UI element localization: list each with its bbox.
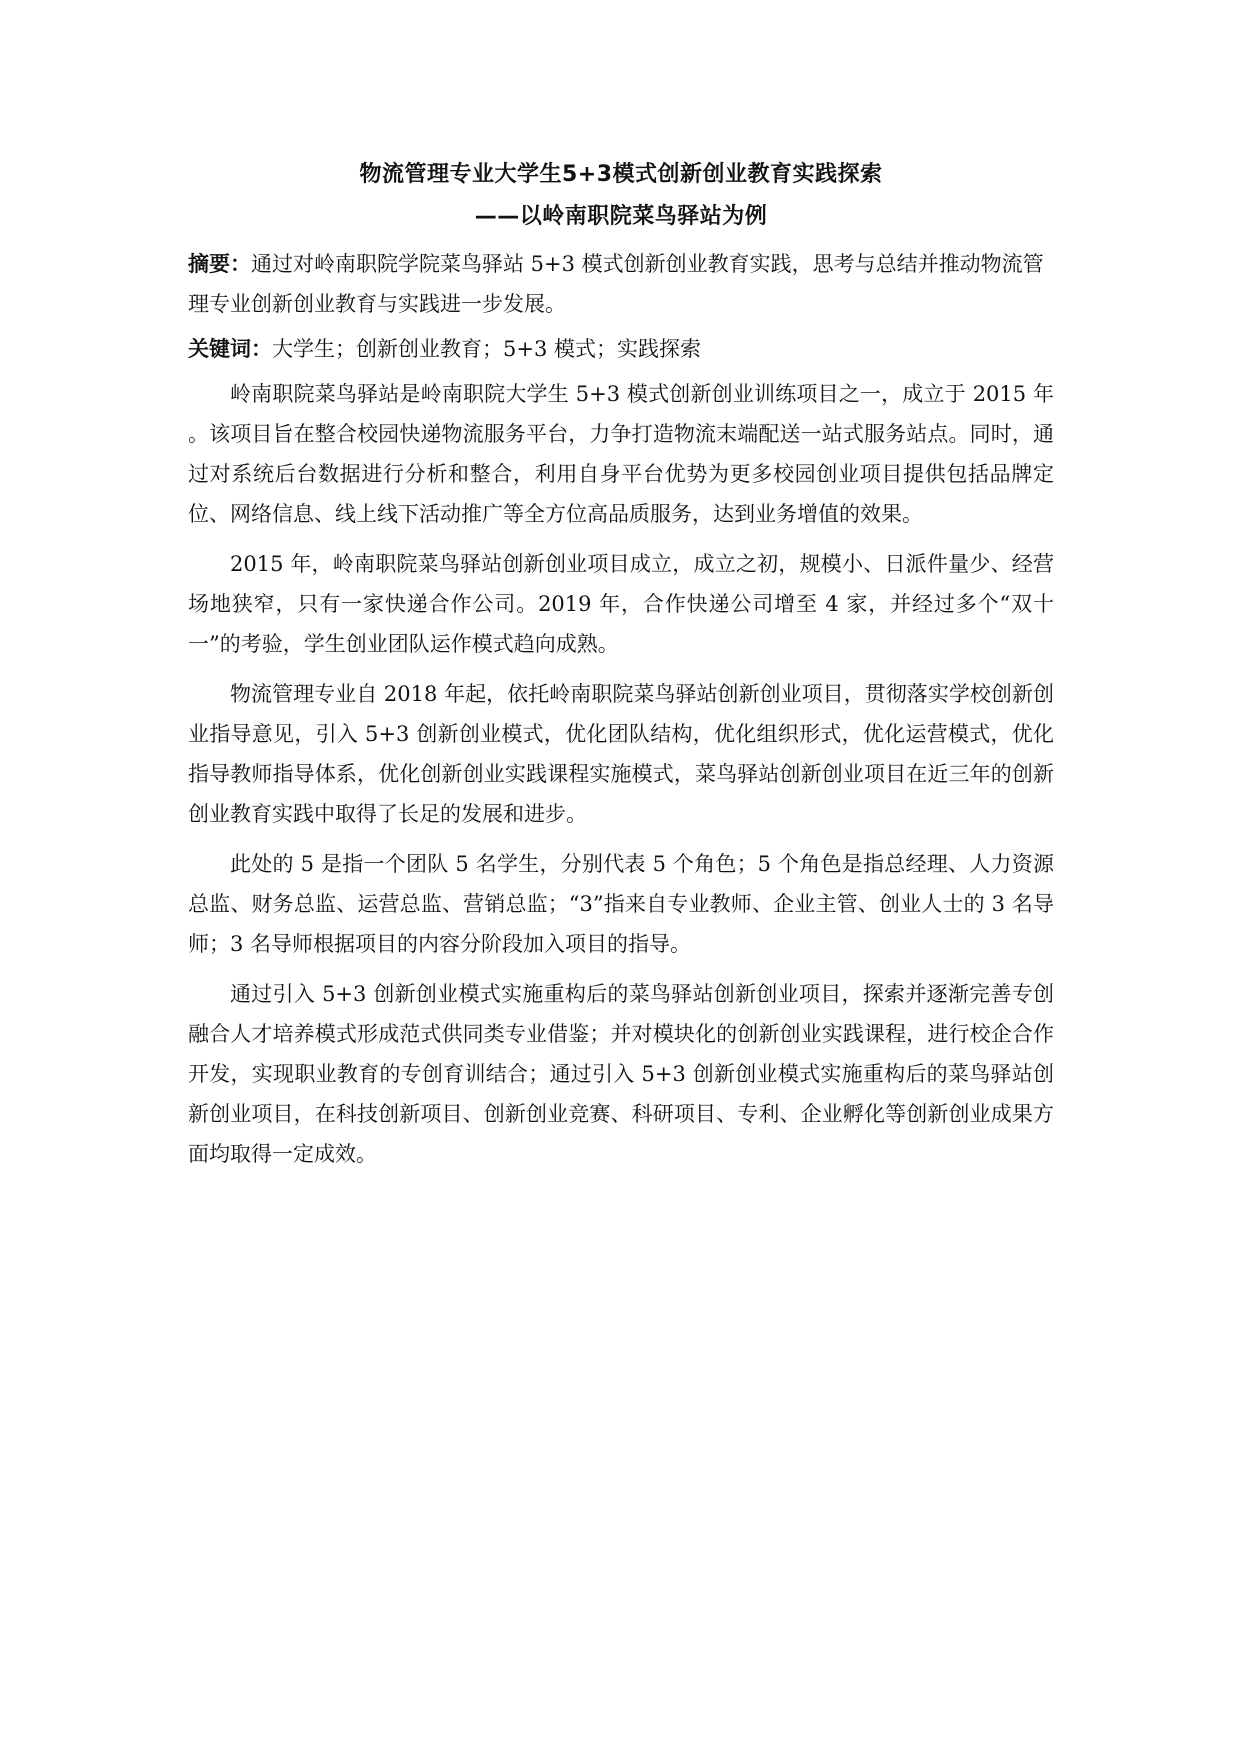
- abstract-label: 摘要：: [188, 252, 251, 276]
- keywords: [188, 329, 1054, 369]
- abstract-text: 通过对岭南职院学院菜鸟驿站 5+3 模式创新创业教育实践，思考与总结并推动物流管理专业创新创业教育与实践进一步发展。: [188, 252, 1044, 316]
- abstract: [188, 244, 1054, 324]
- body-paragraph-5: 通过引入 5+3 创新创业模式实施重构后的菜鸟驿站创新创业项目，探索并逐渐完善专创融合人才培养模式形成范式供同类专业借鉴；并对模块化的创新创业实践课程，进行校企合作开发，实现职业教育的专创育训结合；通过引入 5+3 创新创业模式实施重构后的菜鸟驿站创新创业项目，在科技创新项目、创新创业竞赛、科研项目、专利、企业孵化等创新创业成果方面均取得一定成效。: [188, 982, 1054, 1166]
- paper-title: 物流管理专业大学生5+3模式创新创业教育实践探索: [359, 162, 883, 187]
- document-body: [188, 158, 1054, 1174]
- body-paragraph-3: 物流管理专业自 2018 年起，依托岭南职院菜鸟驿站创新创业项目，贯彻落实学校创新创业指导意见，引入 5+3 创新创业模式，优化团队结构，优化组织形式，优化运营模式，优化指导教师指导体系，优化创新创业实践课程实施模式，菜鸟驿站创新创业项目在近三年的创新创业教育实践中取得了长足的发展和进步。: [188, 682, 1054, 826]
- keywords-text: 大学生；创新创业教育；5+3 模式；实践探索: [272, 337, 701, 361]
- body-paragraph-2: 2015 年，岭南职院菜鸟驿站创新创业项目成立，成立之初，规模小、日派件量少、经营场地狭窄，只有一家快递合作公司。2019 年，合作快递公司增至 4 家，并经过多个“双十一”的考验，学生创业团队运作模式趋向成熟。: [188, 552, 1054, 656]
- paper-subtitle: ——以岭南职院菜鸟驿站为例: [474, 204, 768, 229]
- body-paragraph-1: 岭南职院菜鸟驿站是岭南职院大学生 5+3 模式创新创业训练项目之一，成立于 2015 年 。该项目旨在整合校园快递物流服务平台，力争打造物流末端配送一站式服务站点。同时，通过对系统后台数据进行分析和整合，利用自身平台优势为更多校园创业项目提供包括品牌定位、网络信息、线上线下活动推广等全方位高品质服务，达到业务增值的效果。: [188, 382, 1054, 526]
- keywords-label: 关键词：: [188, 337, 272, 361]
- body-paragraph-4: 此处的 5 是指一个团队 5 名学生，分别代表 5 个角色；5 个角色是指总经理、人力资源总监、财务总监、运营总监、营销总监；“3”指来自专业教师、企业主管、创业人士的 3 名导师；3 名导师根据项目的内容分阶段加入项目的指导。: [188, 852, 1054, 956]
